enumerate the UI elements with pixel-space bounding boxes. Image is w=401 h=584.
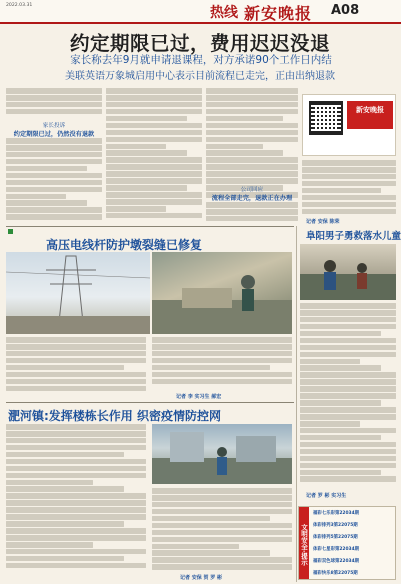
- text-line: [106, 171, 202, 177]
- text-line: [6, 372, 146, 378]
- tower-headline: 高压电线杆防护墩裂缝已修复: [46, 238, 203, 252]
- text-line: [152, 564, 292, 570]
- text-line: [300, 414, 396, 420]
- text-line: [300, 365, 381, 371]
- text-line: [106, 192, 202, 198]
- text-line: [152, 488, 292, 494]
- lead-headline: 约定期限已过，费用迟迟没退: [69, 32, 330, 55]
- text-line: [106, 123, 202, 129]
- text-line: [206, 216, 298, 222]
- text-line: [106, 116, 187, 122]
- text-line: [300, 359, 360, 365]
- lottery-row: 福彩双色球第22034期: [313, 559, 360, 564]
- text-line: [300, 331, 381, 337]
- tower-section-tag: [8, 229, 15, 236]
- lead-byline: 记者 安保 陈荣: [306, 219, 340, 225]
- promo-box: [302, 94, 396, 156]
- text-line: [6, 351, 146, 357]
- masthead-meta: [6, 3, 44, 8]
- text-line: [152, 537, 292, 543]
- text-line: [300, 435, 381, 441]
- text-line: [6, 493, 146, 499]
- text-line: [152, 495, 292, 501]
- text-line: [206, 95, 298, 101]
- section-divider-2: [6, 402, 294, 403]
- text-line: [6, 194, 66, 200]
- text-line: [6, 535, 146, 541]
- text-line: [152, 557, 292, 563]
- text-line: [206, 209, 298, 215]
- text-line: [300, 476, 396, 482]
- text-line: [206, 150, 283, 156]
- text-line: [6, 521, 124, 527]
- text-line: [302, 195, 396, 201]
- text-line: [6, 102, 102, 108]
- qr-code-icon: [309, 101, 343, 135]
- text-line: [302, 202, 396, 208]
- text-line: [106, 137, 202, 143]
- rescue-headline: 阜阳男子勇救落水儿童: [306, 231, 401, 242]
- quay-headline: 淝河镇:发挥楼栋长作用 织密疫情防控网: [8, 409, 221, 423]
- text-line: [106, 130, 202, 136]
- lottery-row: 福彩快乐8第22075期: [313, 571, 358, 576]
- text-line: [106, 102, 202, 108]
- repair-site-illustration: [152, 252, 292, 334]
- text-line: [300, 442, 396, 448]
- lead-column-1: [6, 88, 102, 120]
- text-line: [106, 199, 202, 205]
- lead-subhead-2: 流程全部走完，退款正在办理: [211, 195, 293, 202]
- text-line: [6, 166, 87, 172]
- right-column-top: [302, 160, 396, 218]
- text-line: [152, 550, 270, 556]
- text-line: [6, 473, 146, 479]
- text-line: [302, 181, 396, 187]
- text-line: [106, 109, 202, 115]
- text-line: [6, 214, 102, 220]
- text-line: [6, 344, 146, 350]
- text-line: [6, 207, 102, 213]
- text-line: [300, 324, 396, 330]
- text-line: [300, 303, 396, 309]
- lead-column-2: [106, 88, 202, 223]
- text-line: [206, 171, 298, 177]
- lead-subheadline-1: 家长称去年9月就申请退课程，对方承诺90个工作日内结: [70, 54, 332, 66]
- text-line: [300, 317, 396, 323]
- lead-column-1-body: [6, 138, 102, 223]
- rescue-byline: 记者 罗 彬 实习生: [306, 493, 347, 499]
- text-line: [206, 130, 298, 136]
- lead-subhead-1: 约定期限已过，仍然没有退款: [13, 131, 95, 138]
- page-number: A08: [331, 3, 360, 18]
- power-tower-illustration: [6, 252, 150, 334]
- text-line: [6, 379, 146, 385]
- text-line: [302, 174, 396, 180]
- lottery-side-label: 文明安全·提示: [299, 507, 309, 579]
- column-rule: [296, 226, 297, 582]
- rescue-column: [300, 303, 396, 489]
- text-line: [106, 144, 166, 150]
- text-line: [152, 379, 292, 385]
- text-line: [300, 463, 396, 469]
- masthead-date: 2022.03.31: [6, 3, 33, 8]
- text-line: [6, 445, 146, 451]
- quay-column-1: [6, 424, 146, 574]
- tower-byline: 记者 李 实习生 郝宏: [176, 394, 222, 400]
- text-line: [6, 200, 87, 206]
- text-line: [6, 424, 146, 430]
- text-line: [206, 157, 298, 163]
- text-line: [106, 95, 202, 101]
- text-line: [152, 523, 292, 529]
- text-line: [6, 500, 146, 506]
- text-line: [300, 345, 396, 351]
- text-line: [6, 528, 146, 534]
- text-line: [300, 352, 396, 358]
- text-line: [106, 164, 202, 170]
- tower-column-2: [152, 337, 292, 391]
- text-line: [206, 178, 298, 184]
- text-line: [6, 466, 146, 472]
- text-line: [206, 137, 298, 143]
- text-line: [6, 459, 146, 465]
- text-line: [300, 407, 396, 413]
- community-workers-illustration: [152, 424, 292, 484]
- text-line: [6, 138, 102, 144]
- text-line: [152, 516, 270, 522]
- text-line: [206, 164, 298, 170]
- text-line: [6, 187, 102, 193]
- text-line: [206, 88, 298, 94]
- text-line: [6, 337, 146, 343]
- text-line: [206, 202, 298, 208]
- text-line: [6, 452, 124, 458]
- text-line: [206, 109, 298, 115]
- quay-column-2: [152, 488, 292, 572]
- text-line: [206, 116, 283, 122]
- text-line: [6, 95, 102, 101]
- lottery-results-box: [298, 506, 396, 580]
- text-line: [152, 358, 292, 364]
- text-line: [6, 109, 102, 115]
- text-line: [106, 178, 202, 184]
- lottery-row: 体彩排列5第22075期: [313, 535, 358, 540]
- text-line: [6, 438, 146, 444]
- text-line: [300, 379, 396, 385]
- lottery-row: 体彩七星彩第22034期: [313, 547, 360, 552]
- text-line: [152, 344, 292, 350]
- text-line: [302, 167, 396, 173]
- rescue-photo: [300, 244, 396, 300]
- text-line: [6, 549, 146, 555]
- text-line: [152, 365, 270, 371]
- text-line: [6, 152, 102, 158]
- text-line: [300, 449, 396, 455]
- lead-subhead-1-kicker: 家长投诉: [42, 123, 66, 129]
- text-line: [6, 88, 102, 94]
- rescue-scene-illustration: [300, 244, 396, 300]
- section-label: 热线: [210, 5, 238, 21]
- text-line: [6, 173, 102, 179]
- text-line: [300, 421, 360, 427]
- text-line: [106, 157, 202, 163]
- text-line: [6, 358, 146, 364]
- text-line: [6, 365, 124, 371]
- text-line: [6, 145, 102, 151]
- text-line: [206, 123, 298, 129]
- lottery-row: 体彩排列3第22075期: [313, 523, 358, 528]
- text-line: [152, 351, 292, 357]
- text-line: [152, 509, 292, 515]
- text-line: [106, 185, 187, 191]
- text-line: [302, 188, 381, 194]
- text-line: [6, 480, 93, 486]
- text-line: [300, 386, 396, 392]
- newspaper-brand: 新安晚报: [244, 4, 313, 23]
- text-line: [300, 393, 396, 399]
- text-line: [6, 556, 124, 562]
- text-line: [300, 338, 396, 344]
- text-line: [6, 159, 102, 165]
- section-divider-1: [6, 226, 294, 227]
- quay-byline: 记者 安保 贺 罗 彬: [180, 575, 222, 581]
- text-line: [206, 102, 298, 108]
- text-line: [6, 180, 102, 186]
- text-line: [300, 400, 381, 406]
- text-line: [152, 372, 292, 378]
- text-line: [300, 372, 396, 378]
- text-line: [152, 530, 292, 536]
- text-line: [6, 514, 146, 520]
- text-line: [6, 386, 146, 392]
- tower-photo-right: [152, 252, 292, 334]
- masthead: [0, 0, 401, 24]
- text-line: [300, 456, 396, 462]
- text-line: [106, 206, 166, 212]
- lead-column-3-body: [206, 202, 298, 224]
- tower-column-1: [6, 337, 146, 399]
- text-line: [206, 144, 263, 150]
- tower-photo-left: [6, 252, 150, 334]
- text-line: [302, 209, 396, 215]
- text-line: [6, 486, 124, 492]
- promo-brand: 新安晚报: [347, 101, 393, 129]
- lead-subhead-2-kicker: 公司回应: [240, 187, 264, 193]
- quay-photo: [152, 424, 292, 484]
- lead-subheadline-2: 美联英语万象城启用中心表示目前流程已走完，正由出纳退款: [65, 71, 335, 82]
- text-line: [300, 470, 381, 476]
- text-line: [6, 563, 146, 569]
- text-line: [300, 310, 396, 316]
- text-line: [106, 213, 202, 219]
- text-line: [106, 150, 187, 156]
- text-line: [302, 160, 396, 166]
- text-line: [300, 428, 396, 434]
- text-line: [152, 544, 239, 550]
- text-line: [6, 507, 146, 513]
- text-line: [152, 502, 292, 508]
- text-line: [6, 542, 93, 548]
- lottery-row: 福彩七乐彩第22034期: [313, 511, 360, 516]
- text-line: [106, 88, 202, 94]
- text-line: [6, 431, 146, 437]
- text-line: [152, 337, 292, 343]
